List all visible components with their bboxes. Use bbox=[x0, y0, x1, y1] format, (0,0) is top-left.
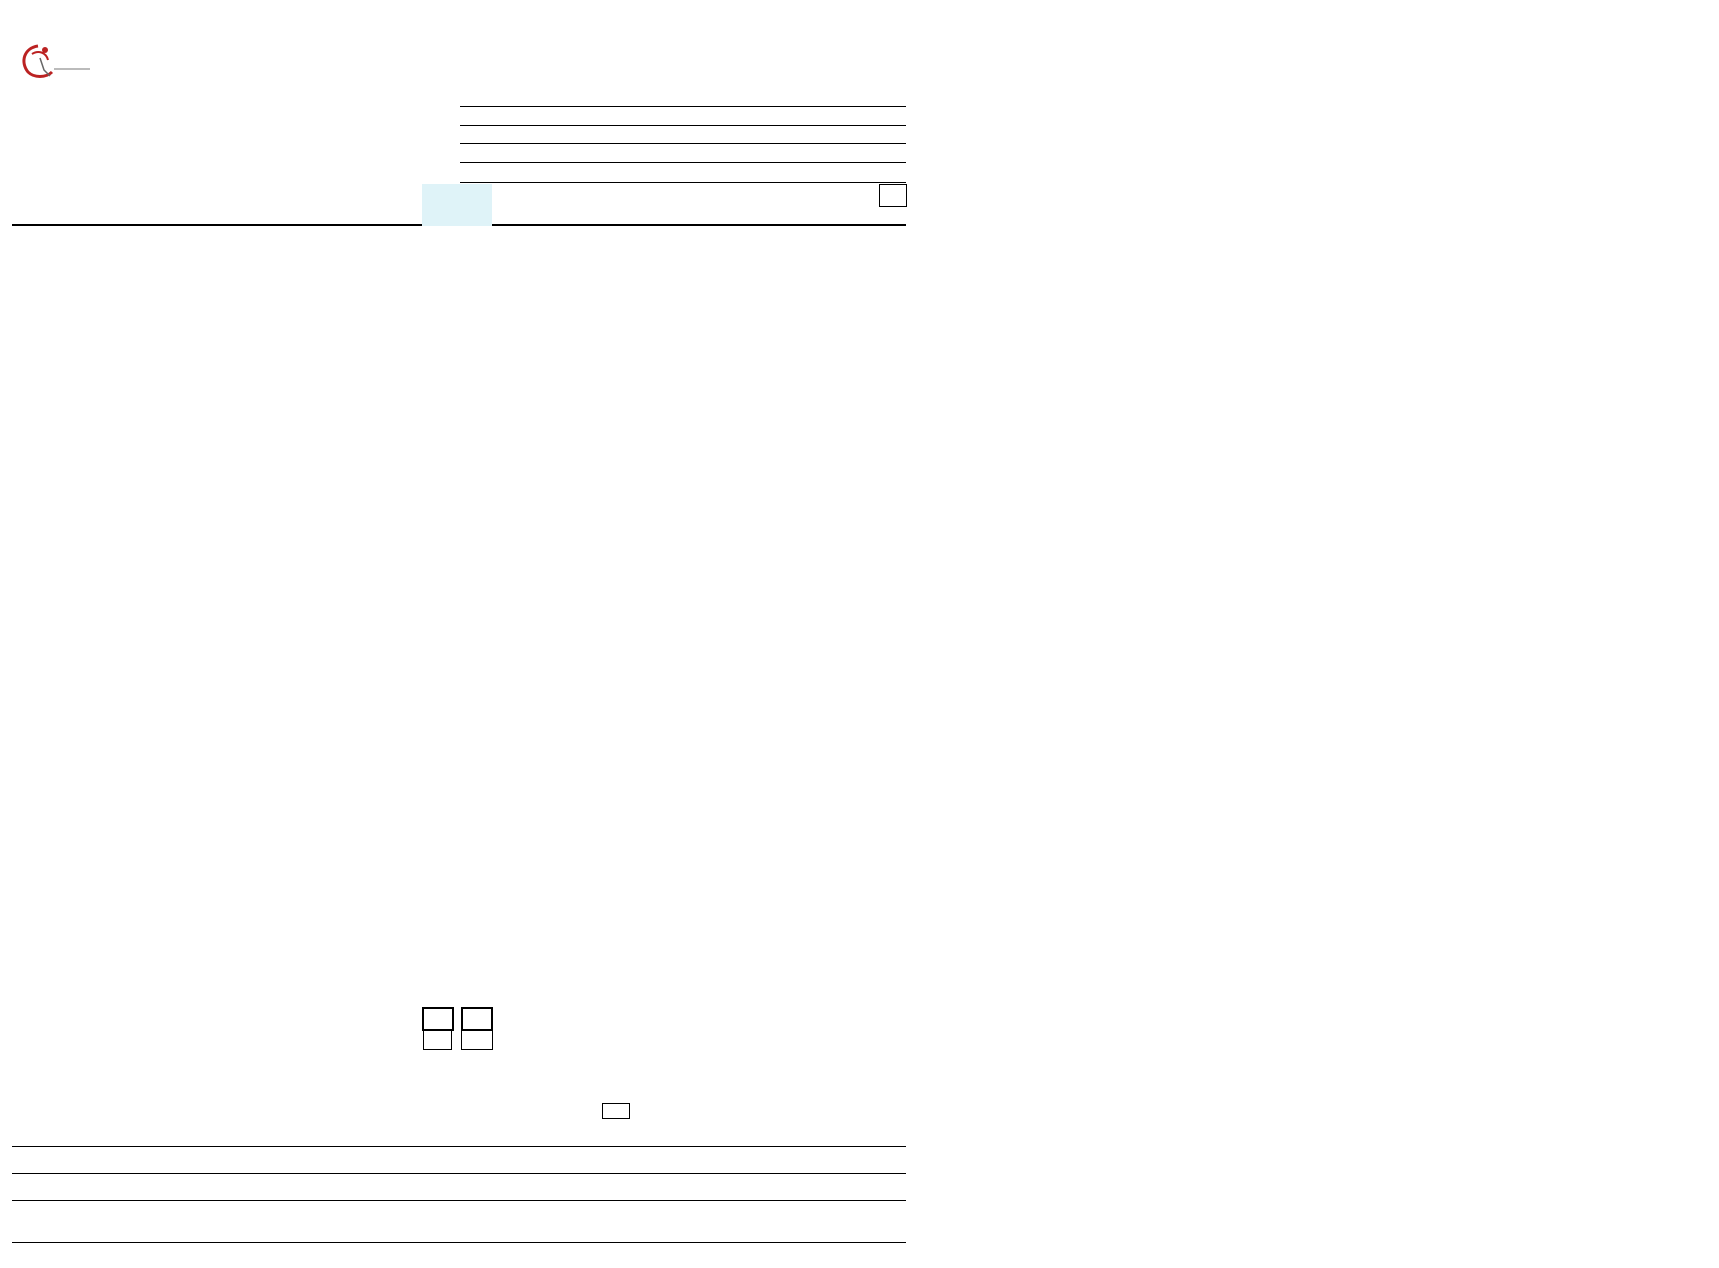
logo-subtext bbox=[54, 68, 90, 70]
endstand-home-box bbox=[422, 1007, 454, 1031]
tab-guest-box bbox=[461, 1030, 493, 1050]
endstand-guest-box bbox=[461, 1007, 493, 1031]
tab-home-box bbox=[423, 1030, 452, 1050]
dkbc-logo bbox=[18, 40, 98, 82]
spieltag-box bbox=[879, 184, 907, 207]
spielnr-box bbox=[422, 184, 492, 226]
anlagen-box[interactable] bbox=[602, 1103, 630, 1119]
